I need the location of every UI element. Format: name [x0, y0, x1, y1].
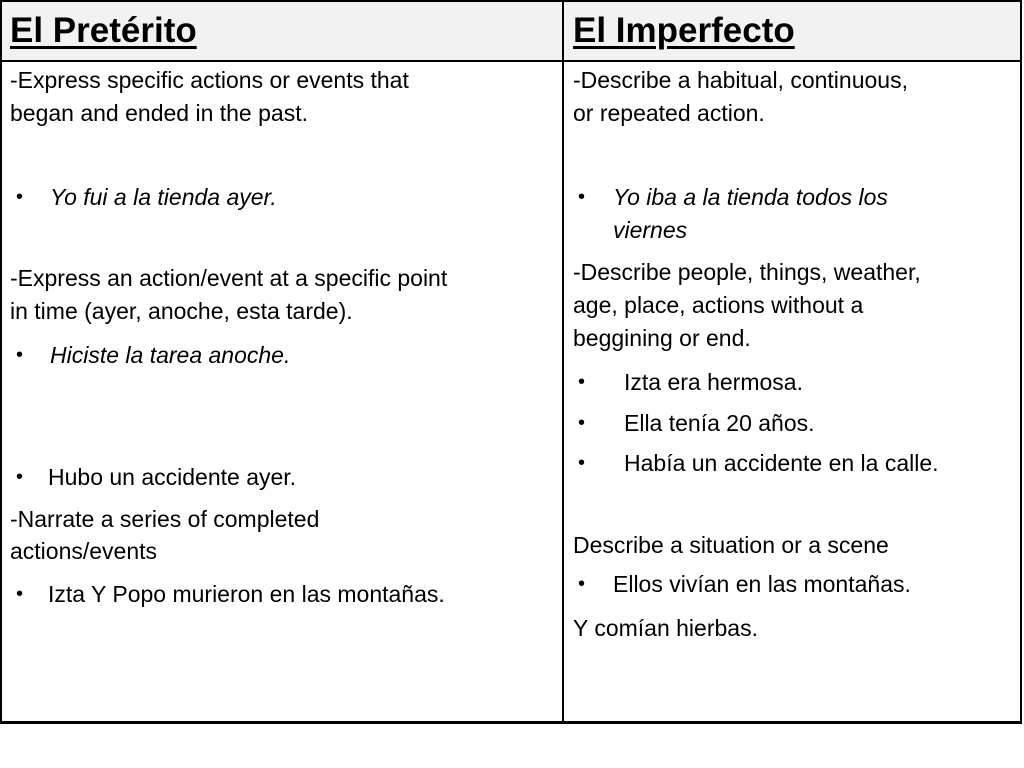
example-line: viernes — [613, 217, 688, 243]
example-line: Yo iba a la tienda todos los — [613, 184, 888, 210]
example-line: Hubo un accidente ayer. — [48, 464, 297, 490]
example-line: Ellos vivían en las montañas. — [613, 571, 911, 597]
rule-line: -Describe people, things, weather, — [573, 259, 921, 285]
table-border-bottom — [0, 721, 1022, 724]
example-line: Izta era hermosa. — [624, 369, 803, 395]
bullet-icon: • — [578, 186, 586, 208]
rule-line: in time (ayer, anoche, esta tarde). — [10, 298, 353, 324]
rule-line: Describe a situation or a scene — [573, 532, 889, 558]
rule-line: began and ended in the past. — [10, 100, 308, 126]
bullet-icon: • — [578, 371, 586, 393]
table-border-top — [0, 0, 1022, 2]
example-line: Izta Y Popo murieron en las montañas. — [48, 581, 445, 607]
column-title-imperfecto: El Imperfecto — [573, 11, 795, 50]
bullet-icon: • — [16, 583, 24, 605]
table-border-column-divider — [562, 0, 564, 724]
rule-line: Y comían hierbas. — [573, 615, 758, 641]
rule-line: -Describe a habitual, continuous, — [573, 67, 908, 93]
table-border-header-divider — [0, 60, 1022, 62]
bullet-icon: • — [16, 466, 24, 488]
example-line: Yo fui a la tienda ayer. — [50, 184, 277, 210]
example-line: Hiciste la tarea anoche. — [50, 342, 291, 368]
rule-line: -Narrate a series of completed — [10, 506, 320, 532]
rule-line: -Express an action/event at a specific point — [10, 265, 448, 291]
rule-line: actions/events — [10, 538, 158, 564]
bullet-icon: • — [16, 344, 24, 366]
example-line: Había un accidente en la calle. — [624, 450, 939, 476]
table-border-left — [0, 0, 2, 724]
bullet-icon: • — [578, 412, 586, 434]
table-border-right — [1020, 0, 1022, 724]
example-line: Ella tenía 20 años. — [624, 410, 815, 436]
bullet-icon: • — [16, 186, 24, 208]
bullet-icon: • — [578, 573, 586, 595]
rule-line: -Express specific actions or events that — [10, 67, 409, 93]
rule-line: beggining or end. — [573, 325, 751, 351]
bullet-icon: • — [578, 452, 586, 474]
rule-line: or repeated action. — [573, 100, 765, 126]
rule-line: age, place, actions without a — [573, 292, 864, 318]
column-title-preterito: El Pretérito — [10, 11, 197, 50]
